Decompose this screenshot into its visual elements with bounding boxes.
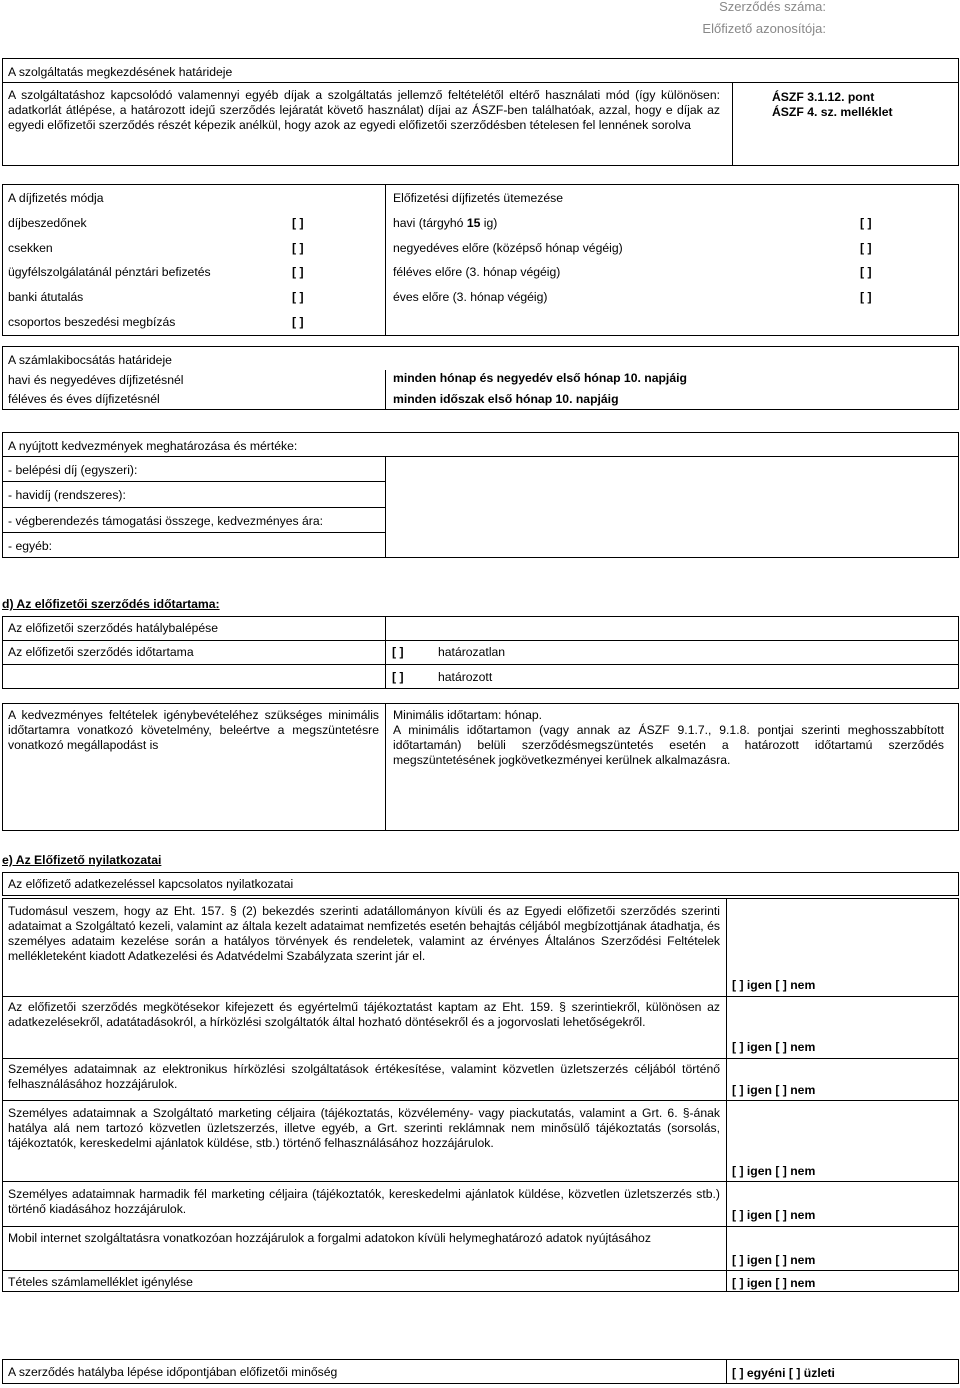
method-bank-transfer-label: banki átutalás <box>8 290 84 304</box>
payment-method-header: A díjfizetés módja <box>8 191 104 205</box>
schedule-semiannual-checkbox[interactable]: [ ] <box>860 265 872 279</box>
schedule-quarterly-checkbox[interactable]: [ ] <box>860 241 872 255</box>
declaration-third-party-marketing-yes-no[interactable]: [ ] igen [ ] nem <box>732 1208 816 1222</box>
min-term-months: Minimális időtartam: hónap. <box>393 708 543 722</box>
billing-title: A számlakibocsátás határideje <box>8 353 172 367</box>
billing-row2-value: minden időszak első hónap 10. napjáig <box>393 392 619 406</box>
aszf-ref-annex: ÁSZF 4. sz. melléklet <box>772 105 893 119</box>
subscriber-capacity-options[interactable]: [ ] egyéni [ ] üzleti <box>732 1366 835 1380</box>
method-direct-debit-checkbox[interactable]: [ ] <box>292 216 304 230</box>
term-indefinite-checkbox[interactable]: [ ] <box>392 645 404 659</box>
declaration-information-received: Az előfizetői szerződés megkötésekor kifejezett és egyértelmű tájékoztatást kaptam az Eht. 159. § szerintiekről, különösen az adatkezelésekről, adatátadásokról, a hírközlési szolgáltatók által hozható döntésekről és a jogorvoslati lehetőségekről. <box>8 1000 720 1029</box>
declaration-data-processing: Tudomásul veszem, hogy az Eht. 157. § (2) bekezdés szerinti adatállományon kívüli és az Egyedi előfizetői szerződés szerinti adataimat a Szolgáltató kezeli, valamint az általa kezelt adataimat nemfizetés esetén behajtás céljából megbízottjának átadhatja, és személyes adataim kezelése során a hatályos törvények és rendeletek, valamint az érvényes Általános Szerződési Feltételek mellékleteként kiadott Adatkezelési és Adatvédelmi Szabályzata szerint jár el. <box>8 904 720 963</box>
declaration-itemized-bill-yes-no[interactable]: [ ] igen [ ] nem <box>732 1276 816 1290</box>
declaration-direct-marketing-yes-no[interactable]: [ ] igen [ ] nem <box>732 1083 816 1097</box>
contract-number-label: Szerződés száma: <box>719 0 826 14</box>
schedule-annual-label: éves előre (3. hónap végéig) <box>393 290 548 304</box>
schedule-monthly-checkbox[interactable]: [ ] <box>860 216 872 230</box>
min-term-requirement-label: A kedvezményes feltételek igénybevételéhez szükséges minimális időtartamra vonatkozó követelmény, beleértve a megszüntetésre vonatkozó megállapodást is <box>8 708 379 752</box>
method-cashier-label: ügyfélszolgálatánál pénztári befizetés <box>8 265 211 279</box>
term-definite-label: határozott <box>438 670 493 684</box>
declarations-section-title: e) Az Előfizető nyilatkozatai <box>2 853 162 867</box>
method-group-debit-checkbox[interactable]: [ ] <box>292 315 304 329</box>
method-cheque-checkbox[interactable]: [ ] <box>292 241 304 255</box>
method-cashier-checkbox[interactable]: [ ] <box>292 265 304 279</box>
declaration-direct-marketing: Személyes adataimnak az elektronikus hírközlési szolgáltatások értékesítése, valamint közvetlen üzletszerzés céljából történő felhasználásához hozzájárulok. <box>8 1062 720 1091</box>
method-direct-debit-label: díjbeszedőnek <box>8 216 87 230</box>
duration-section-title: d) Az előfizetői szerződés időtartama: <box>2 597 220 611</box>
billing-row1-label: havi és negyedéves díjfizetésnél <box>8 373 184 387</box>
schedule-annual-checkbox[interactable]: [ ] <box>860 290 872 304</box>
service-start-text: A szolgáltatáshoz kapcsolódó valamennyi egyéb díjak a szolgáltatás jellemző feltételétől eltérő használati mód (így különösen: adatkorlát átlépése, a határozott idejű szerződés lejáratát követő használat) díjai az ÁSZF-ben találhatóak, azzal, hogy e díjak az egyedi előfizetői szerződés részét képezik anélkül, hogy azok az egyedi előfizetői szerződésben tételesen fel lennének sorolva <box>8 88 720 132</box>
declaration-information-received-yes-no[interactable]: [ ] igen [ ] nem <box>732 1040 816 1054</box>
term-definite-checkbox[interactable]: [ ] <box>392 670 404 684</box>
min-term-consequences: A minimális időtartamon (vagy annak az ÁSZF 9.1.7., 9.1.8. pontjai szerinti meghosszabbított időtartamán) belüli szerződésmegszüntetés esetén a határozott időtartamú szerződés megszüntetésének jogkövetkezményei kerülnek alkalmazásra. <box>393 723 944 767</box>
aszf-ref-point: ÁSZF 3.1.12. pont <box>772 90 875 104</box>
method-bank-transfer-checkbox[interactable]: [ ] <box>292 290 304 304</box>
discounts-title: A nyújtott kedvezmények meghatározása és mértéke: <box>8 439 298 453</box>
payment-schedule-header: Előfizetési díjfizetés ütemezése <box>393 191 564 205</box>
declaration-provider-marketing: Személyes adataimnak a Szolgáltató marketing céljaira (tájékoztatás, közvélemény- vagy piackutatás, valamint a Grt. 6. §-ának hatálya alá nem tartozó közvetlen üzletszerzés, illetve egyéb, a Grt. szerinti reklámnak nem minősülő tájékoztatás (sorsolás, tájékoztatók, kereskedelmi ajánlatok küldése, stb.) történő felhasználásához hozzájárulok. <box>8 1106 720 1150</box>
declaration-third-party-marketing: Személyes adataimnak harmadik fél marketing céljaira (tájékoztatók, kereskedelmi ajánlatok küldése, közvetlen üzletszerzés stb.) történő kiadásához hozzájárulok. <box>8 1187 720 1216</box>
discount-values-field[interactable] <box>390 462 950 552</box>
term-indefinite-label: határozatlan <box>438 645 506 659</box>
discount-other-label: - egyéb: <box>8 539 53 553</box>
method-cheque-label: csekken <box>8 241 53 255</box>
service-start-title: A szolgáltatás megkezdésének határideje <box>8 65 233 79</box>
billing-row1-value: minden hónap és negyedév első hónap 10. napjáig <box>393 371 687 385</box>
schedule-monthly-label: havi (tárgyhó 15 ig) <box>393 216 498 230</box>
declaration-location-data-yes-no[interactable]: [ ] igen [ ] nem <box>732 1253 816 1267</box>
data-handling-subtitle: Az előfizető adatkezeléssel kapcsolatos nyilatkozatai <box>8 877 294 891</box>
schedule-semiannual-label: féléves előre (3. hónap végéig) <box>393 265 561 279</box>
declaration-location-data: Mobil internet szolgáltatásra vonatkozóan hozzájárulok a forgalmi adatokon kívüli helymeghatározó adatok nyújtásához <box>8 1231 651 1245</box>
discount-monthly-fee-label: - havidíj (rendszeres): <box>8 488 126 502</box>
term-label: Az előfizetői szerződés időtartama <box>8 645 194 659</box>
method-group-debit-label: csoportos beszedési megbízás <box>8 315 176 329</box>
effective-date-label: Az előfizetői szerződés hatálybalépése <box>8 621 219 635</box>
billing-row2-label: féléves és éves díjfizetésnél <box>8 392 160 406</box>
declaration-data-processing-yes-no[interactable]: [ ] igen [ ] nem <box>732 978 816 992</box>
declaration-provider-marketing-yes-no[interactable]: [ ] igen [ ] nem <box>732 1164 816 1178</box>
declaration-itemized-bill: Tételes számlamelléklet igénylése <box>8 1275 193 1289</box>
subscriber-id-label: Előfizető azonosítója: <box>702 21 826 36</box>
discount-device-label: - végberendezés támogatási összege, kedvezményes ára: <box>8 514 324 528</box>
subscriber-capacity-label: A szerződés hatályba lépése időpontjában előfizetői minőség <box>8 1365 338 1379</box>
discount-entry-fee-label: - belépési díj (egyszeri): <box>8 463 138 477</box>
schedule-quarterly-label: negyedéves előre (középső hónap végéig) <box>393 241 623 255</box>
